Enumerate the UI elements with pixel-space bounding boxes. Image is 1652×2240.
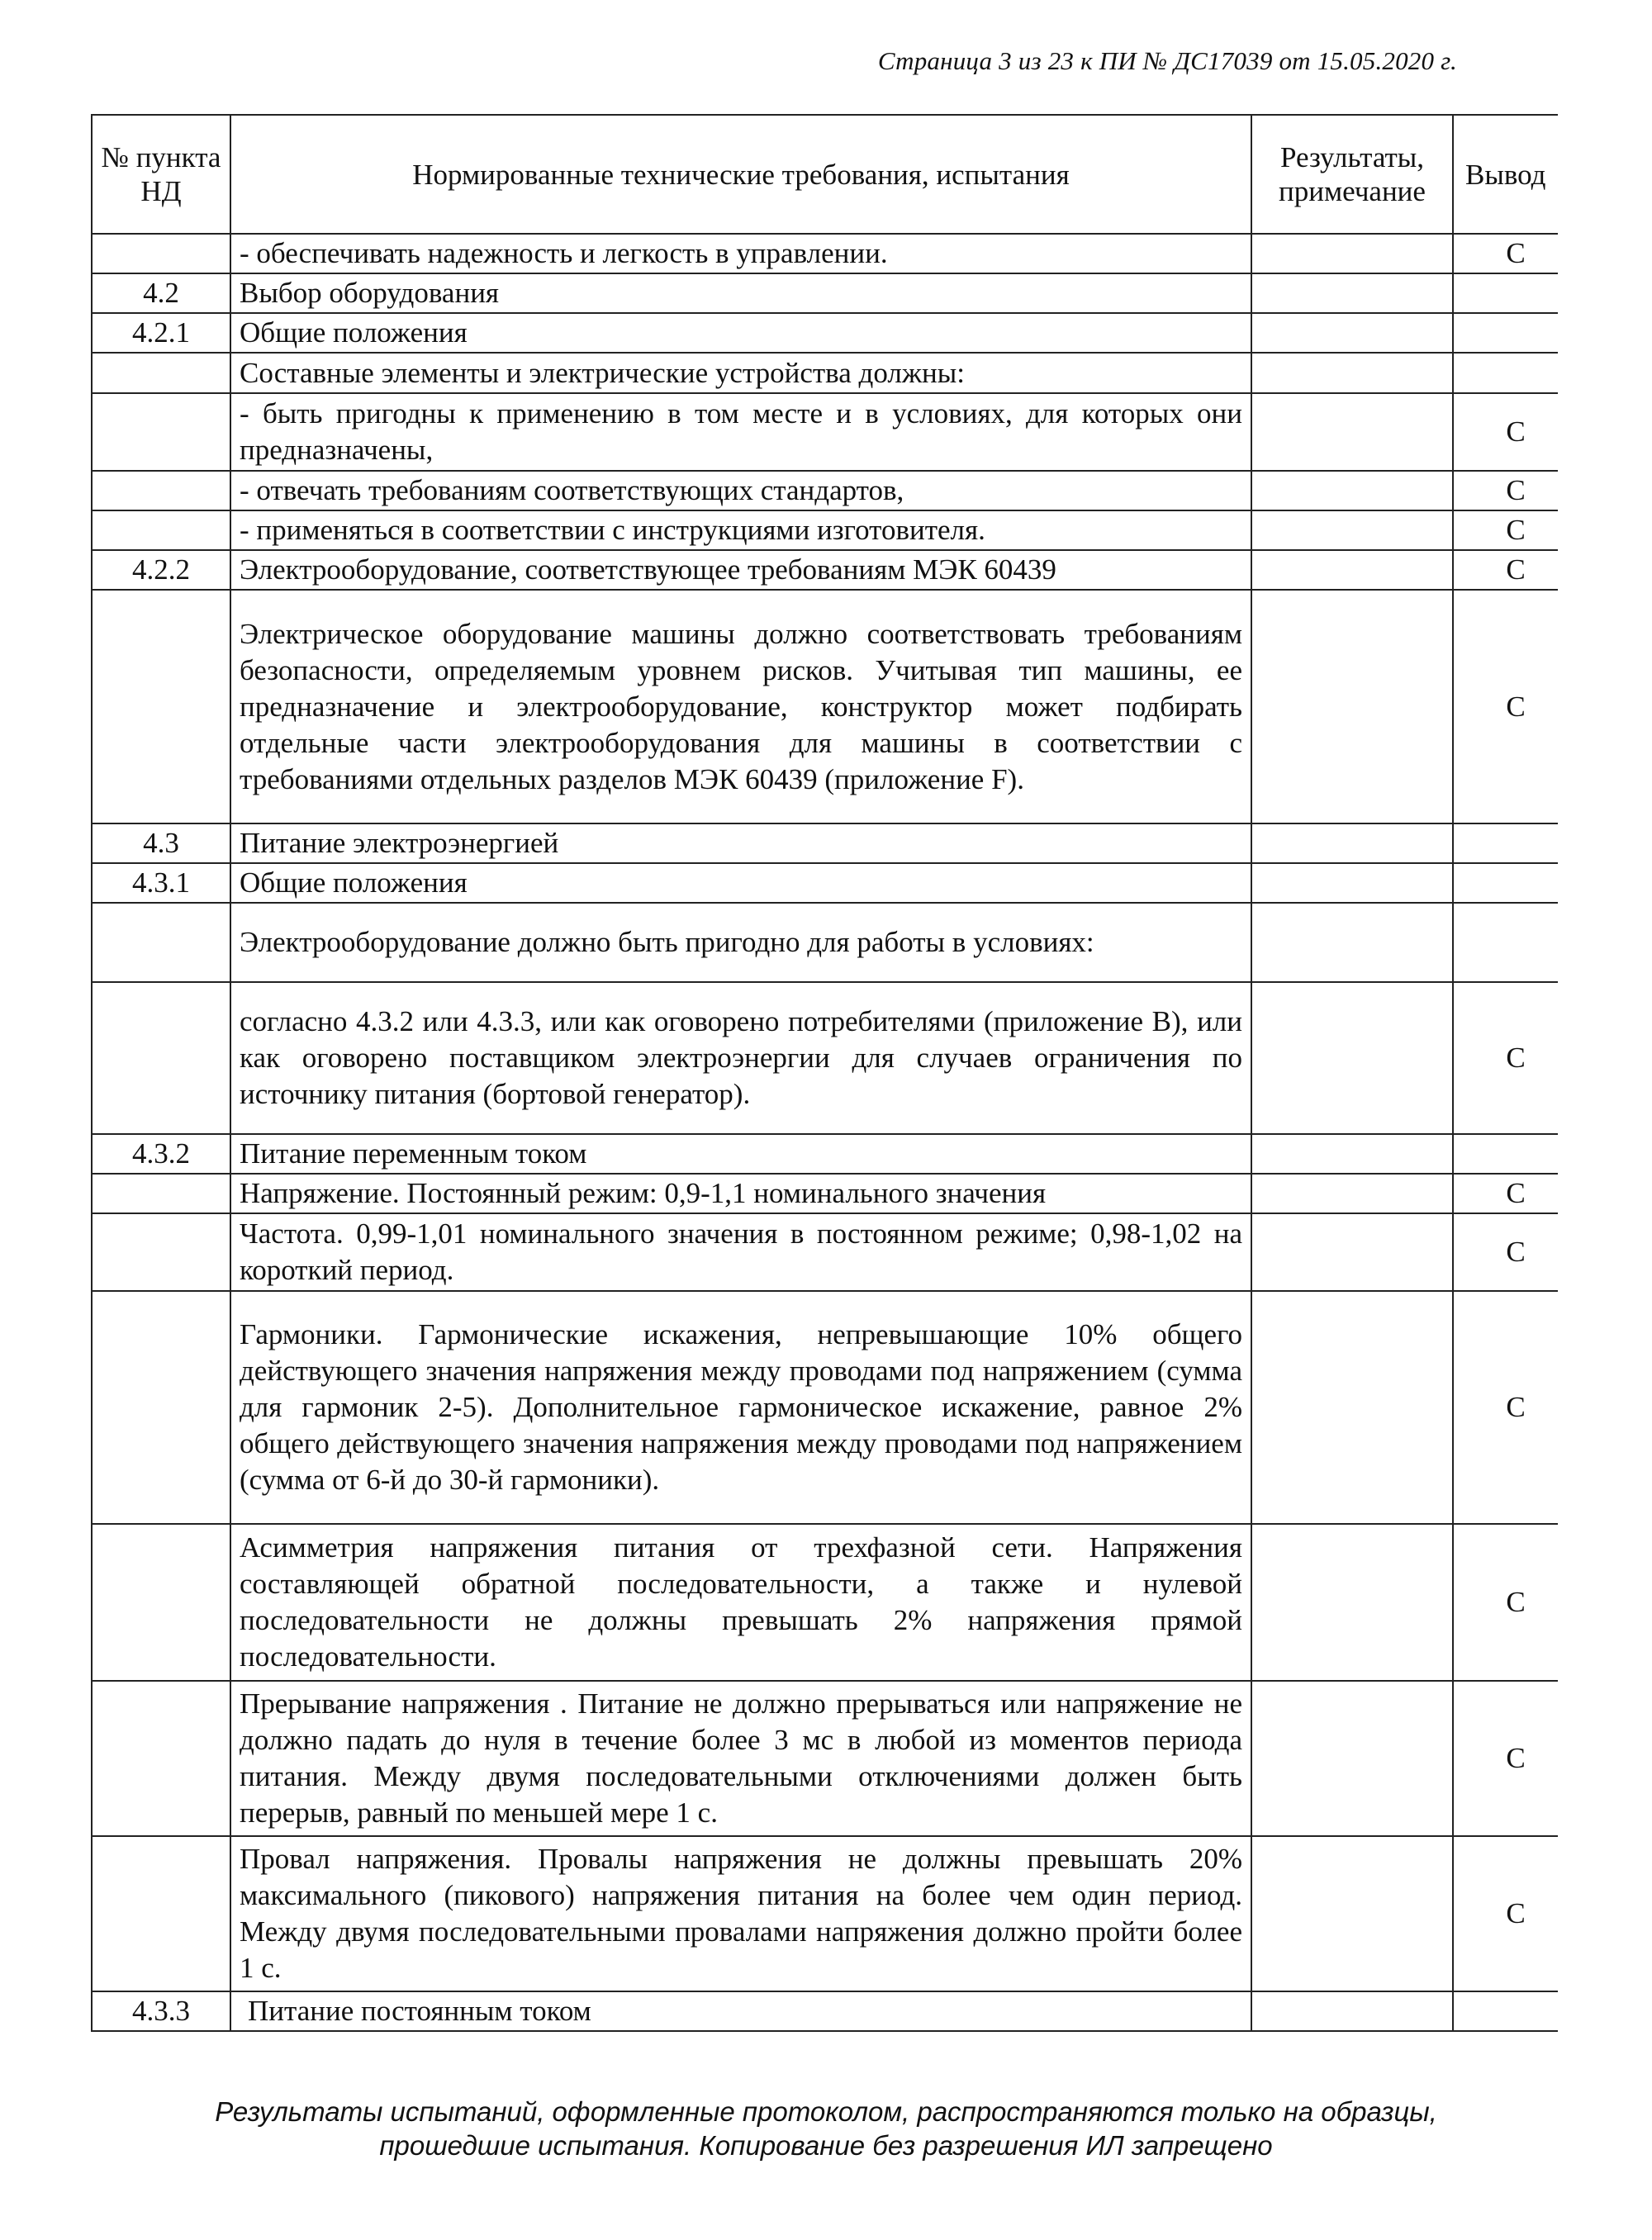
table-row [92, 550, 1558, 590]
requirement-text: Составные элементы и электрические устройства должны: [230, 353, 1251, 393]
footer-line-2: прошедшие испытания. Копирование без разрешения ИЛ запрещено [379, 2130, 1273, 2161]
requirement-text: Асимметрия напряжения питания от трехфазной сети. Напряжения составляющей обратной последовательности, а также и нулевой последовательности не должны превышать 2% напряжения прямой последовательности. [230, 1524, 1251, 1681]
table-row [92, 863, 1558, 903]
result-cell [1251, 903, 1453, 982]
verdict-cell: С [1453, 510, 1558, 550]
verdict-cell [1453, 353, 1558, 393]
verdict-cell: С [1453, 590, 1558, 823]
verdict-cell: С [1453, 550, 1558, 590]
requirement-text: Питание постоянным током [230, 1991, 1251, 2031]
verdict-cell: С [1453, 982, 1558, 1134]
clause-number [92, 234, 230, 273]
result-cell [1251, 510, 1453, 550]
requirement-text: - отвечать требованиям соответствующих стандартов, [230, 471, 1251, 510]
clause-number [92, 590, 230, 823]
clause-number: 4.2.2 [92, 550, 230, 590]
footer-line-1: Результаты испытаний, оформленные протоколом, распространяются только на образцы, [215, 2096, 1437, 2127]
table-row [92, 1174, 1558, 1213]
result-cell [1251, 1213, 1453, 1291]
result-cell [1251, 1991, 1453, 2031]
clause-number [92, 393, 230, 471]
result-cell [1251, 1174, 1453, 1213]
table-row [92, 510, 1558, 550]
clause-number: 4.3 [92, 823, 230, 863]
table-row [92, 234, 1558, 273]
clause-number [92, 510, 230, 550]
verdict-cell: С [1453, 393, 1558, 471]
result-cell [1251, 863, 1453, 903]
result-cell [1251, 1134, 1453, 1174]
requirement-text: - быть пригодны к применению в том месте и в условиях, для которых они предназначены, [230, 393, 1251, 471]
table-header-row [92, 115, 1558, 234]
table-row [92, 471, 1558, 510]
requirements-table-wrapper [91, 114, 1558, 2032]
clause-number [92, 471, 230, 510]
clause-number [92, 353, 230, 393]
table-row [92, 1524, 1558, 1681]
clause-number [92, 1836, 230, 1991]
clause-number: 4.2.1 [92, 313, 230, 353]
table-row [92, 1991, 1558, 2031]
result-cell [1251, 982, 1453, 1134]
result-cell [1251, 353, 1453, 393]
clause-number: 4.3.3 [92, 1991, 230, 2031]
requirement-text: - применяться в соответствии с инструкциями изготовителя. [230, 510, 1251, 550]
clause-number [92, 1291, 230, 1524]
result-cell [1251, 313, 1453, 353]
table-row [92, 353, 1558, 393]
table-row [92, 982, 1558, 1134]
clause-number [92, 903, 230, 982]
header-verdict: Вывод [1453, 115, 1558, 234]
requirement-text: согласно 4.3.2 или 4.3.3, или как оговорено потребителями (приложение В), или как оговорено поставщиком электроэнергии для случаев ограничения по источнику питания (бортовой генератор). [230, 982, 1251, 1134]
verdict-cell: С [1453, 1524, 1558, 1681]
result-cell [1251, 1681, 1453, 1836]
requirement-text: Напряжение. Постоянный режим: 0,9-1,1 номинального значения [230, 1174, 1251, 1213]
header-clause-number: № пункта НД [92, 115, 230, 234]
requirement-text: - обеспечивать надежность и легкость в управлении. [230, 234, 1251, 273]
result-cell [1251, 273, 1453, 313]
verdict-cell: С [1453, 1291, 1558, 1524]
table-row [92, 273, 1558, 313]
verdict-cell: С [1453, 1836, 1558, 1991]
verdict-cell [1453, 1134, 1558, 1174]
verdict-cell: С [1453, 1213, 1558, 1291]
requirement-text: Электрическое оборудование машины должно соответствовать требованиям безопасности, определяемым уровнем рисков. Учитывая тип машины, ее предназначение и электрооборудование, конструктор может подбирать отдельные части электрооборудования для машины в соответствии с требованиями отдельных разделов МЭК 60439 (приложение F). [230, 590, 1251, 823]
requirement-text: Выбор оборудования [230, 273, 1251, 313]
requirement-text: Гармоники. Гармонические искажения, непревышающие 10% общего действующего значения напряжения между проводами под напряжением (сумма для гармоник 2-5). Дополнительное гармоническое искажение, равное 2% общего действующего значения напряжения между проводами под напряжением (сумма от 6-й до 30-й гармоники). [230, 1291, 1251, 1524]
clause-number [92, 1681, 230, 1836]
verdict-cell [1453, 273, 1558, 313]
result-cell [1251, 393, 1453, 471]
requirement-text: Электрооборудование, соответствующее требованиям МЭК 60439 [230, 550, 1251, 590]
requirements-table [91, 114, 1558, 2032]
table-row [92, 823, 1558, 863]
result-cell [1251, 1524, 1453, 1681]
table-row [92, 1134, 1558, 1174]
result-cell [1251, 823, 1453, 863]
clause-number [92, 982, 230, 1134]
table-body [92, 234, 1558, 2031]
table-row [92, 903, 1558, 982]
requirement-text: Провал напряжения. Провалы напряжения не должны превышать 20% максимального (пикового) напряжения питания на более чем один период. Между двумя последовательными провалами напряжения должно пройти более 1 с. [230, 1836, 1251, 1991]
verdict-cell: С [1453, 471, 1558, 510]
result-cell [1251, 1836, 1453, 1991]
table-row [92, 313, 1558, 353]
clause-number [92, 1524, 230, 1681]
header-results: Результаты, примечание [1251, 115, 1453, 234]
requirement-text: Частота. 0,99-1,01 номинального значения в постоянном режиме; 0,98-1,02 на короткий период. [230, 1213, 1251, 1291]
clause-number [92, 1213, 230, 1291]
requirement-text: Общие положения [230, 863, 1251, 903]
requirement-text: Питание электроэнергией [230, 823, 1251, 863]
verdict-cell: С [1453, 1174, 1558, 1213]
result-cell [1251, 471, 1453, 510]
table-row [92, 1681, 1558, 1836]
clause-number [92, 1174, 230, 1213]
result-cell [1251, 234, 1453, 273]
table-row [92, 1291, 1558, 1524]
result-cell [1251, 1291, 1453, 1524]
verdict-cell [1453, 823, 1558, 863]
result-cell [1251, 550, 1453, 590]
table-row [92, 393, 1558, 471]
requirement-text: Питание переменным током [230, 1134, 1251, 1174]
requirement-text: Прерывание напряжения . Питание не должно прерываться или напряжение не должно падать до нуля в течение более 3 мс в любой из моментов периода питания. Между двумя последовательными отключениями должен быть перерыв, равный по меньшей мере 1 с. [230, 1681, 1251, 1836]
result-cell [1251, 590, 1453, 823]
table-row [92, 1213, 1558, 1291]
verdict-cell [1453, 1991, 1558, 2031]
requirement-text: Общие положения [230, 313, 1251, 353]
clause-number: 4.3.1 [92, 863, 230, 903]
table-row [92, 1836, 1558, 1991]
requirement-text: Электрооборудование должно быть пригодно для работы в условиях: [230, 903, 1251, 982]
header-requirement: Нормированные технические требования, испытания [230, 115, 1251, 234]
table-row [92, 590, 1558, 823]
clause-number: 4.3.2 [92, 1134, 230, 1174]
page-footer [0, 2095, 1652, 2162]
verdict-cell [1453, 903, 1558, 982]
verdict-cell [1453, 313, 1558, 353]
verdict-cell [1453, 863, 1558, 903]
page-header: Страница 3 из 23 к ПИ № ДС17039 от 15.05.2020 г. [877, 46, 1457, 75]
clause-number: 4.2 [92, 273, 230, 313]
verdict-cell: С [1453, 234, 1558, 273]
verdict-cell: С [1453, 1681, 1558, 1836]
